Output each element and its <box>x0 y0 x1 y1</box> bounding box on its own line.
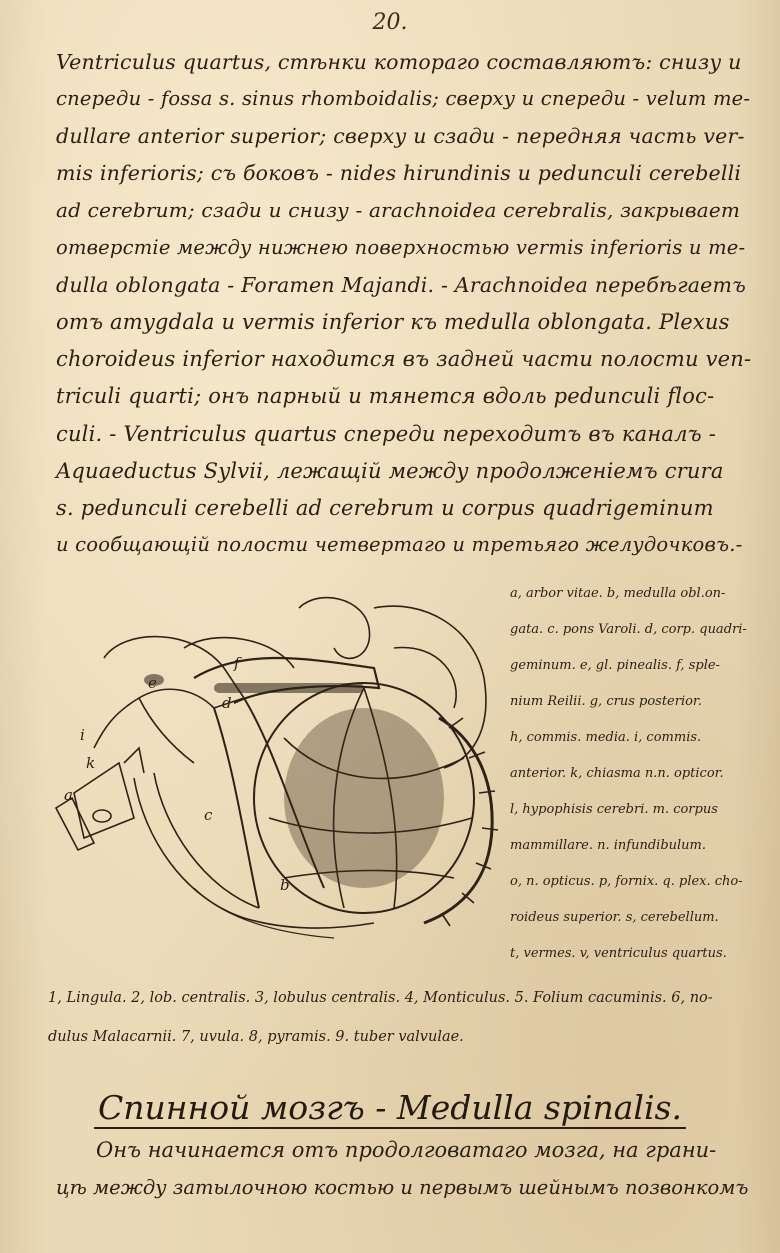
legend-line: dulus Malacarnii. 7, uvula. 8, pyramis. 9. tuber valvulae. <box>48 1029 464 1045</box>
paragraph-line: culi. - Ventriculus quartus спереди переходитъ въ каналъ - <box>56 422 717 446</box>
figure-label-k: k <box>86 754 96 772</box>
paragraph-line: отверстіе между нижнею поверхностью vermis inferioris и me- <box>56 236 746 259</box>
paragraph-line: mis inferioris; съ боковъ - nides hirundinis и pedunculi cerebelli <box>56 161 742 185</box>
figure-label-a: a <box>64 786 73 804</box>
paragraph-line: ad cerebrum; сзади и снизу - arachnoidea cerebralis, закрывает <box>56 198 741 222</box>
section-heading-text: Спинной мозгъ - Medulla spinalis. <box>94 1088 686 1129</box>
caption-line: t, vermes. v, ventriculus quartus. <box>510 946 727 961</box>
caption-line: gata. c. pons Varoli. d, corp. quadri- <box>510 622 747 637</box>
brain-section-illustration <box>44 588 514 948</box>
figure-label-c: c <box>204 806 213 824</box>
caption-line: h, commis. media. i, commis. <box>510 730 702 745</box>
figure-label-d: d <box>222 694 232 712</box>
paragraph-line: dulla oblongata - Foramen Majandi. - Arachnoidea перебѣгаетъ <box>56 273 747 297</box>
caption-line: anterior. k, chiasma n.n. opticor. <box>510 766 724 781</box>
paragraph-line: dullare anterior superior; сверху и сзади - передняя часть ver- <box>56 124 745 148</box>
legend-line: 1, Lingula. 2, lob. centralis. 3, lobulus centralis. 4, Monticulus. 5. Folium cacuminis. 6, no- <box>48 990 713 1006</box>
paragraph-line: choroideus inferior находится въ задней части полости ven- <box>56 347 752 371</box>
page-number: 20. <box>372 10 408 35</box>
body-line: цѣ между затылочною костью и первымъ шейнымъ позвонкомъ <box>56 1176 749 1199</box>
caption-line: o, n. opticus. p, fornix. q. plex. cho- <box>510 874 743 889</box>
figure-label-b: b <box>280 876 290 894</box>
caption-line: a, arbor vitae. b, medulla obl.on- <box>510 586 726 601</box>
paragraph-line: Aquaeductus Sylvii, лежащій между продолженіемъ crura <box>56 459 724 483</box>
paragraph-line: отъ amygdala и vermis inferior къ medulla oblongata. Plexus <box>56 310 730 334</box>
figure-label-f: f <box>234 654 240 672</box>
paragraph-line: Ventriculus quartus, стѣнки котораго составляютъ: снизу и <box>56 50 742 74</box>
paragraph-line: и сообщающій полости четвертаго и третьяго желудочковъ.- <box>56 533 743 556</box>
paragraph-line: s. pedunculi cerebelli ad cerebrum и corpus quadrigeminum <box>56 496 714 520</box>
caption-line: l, hypophisis cerebri. m. corpus <box>510 802 718 817</box>
figure-label-i: i <box>80 726 85 744</box>
caption-line: nium Reilii. g, crus posterior. <box>510 694 702 709</box>
figure-label-e: e <box>148 674 157 692</box>
section-heading <box>0 1088 780 1127</box>
caption-line: geminum. e, gl. pinealis. f, sple- <box>510 658 720 673</box>
caption-line: mammillare. n. infundibulum. <box>510 838 707 853</box>
paragraph-line: спереди - fossa s. sinus rhomboidalis; сверху и спереди - velum me- <box>56 87 751 110</box>
paragraph-line: triculi quarti; онъ парный и тянется вдоль pedunculi floc- <box>56 384 715 408</box>
caption-line: roideus superior. s, cerebellum. <box>510 910 719 925</box>
body-line: Онъ начинается отъ продолговатаго мозга, на грани- <box>96 1138 717 1162</box>
